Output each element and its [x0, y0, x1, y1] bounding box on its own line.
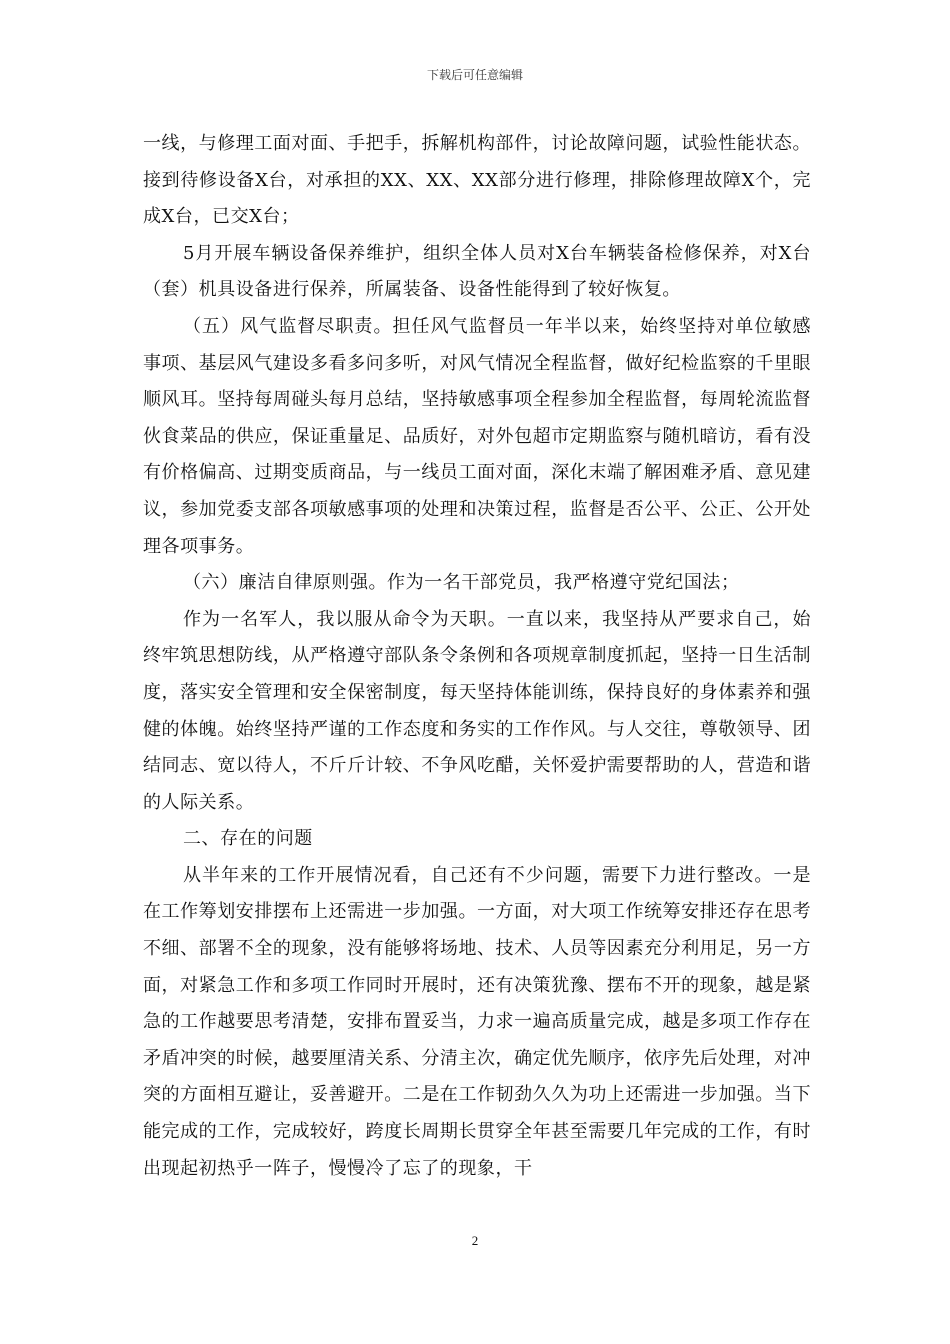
page-number: 2: [471, 1233, 479, 1248]
paragraph-section-five: （五）风气监督尽职责。担任风气监督员一年半以来，始终坚持对单位敏感事项、基层风气建设多看多问多听，对风气情况全程监督，做好纪检监察的千里眼顺风耳。坚持每周碰头每月总结，坚持敏感事项全程参加全程监督，每周轮流监督伙食菜品的供应，保证重量足、品质好，对外包超市定期监察与随机暗访，看有没有价格偏高、过期变质商品，与一线员工面对面，深化末端了解困难矛盾、意见建议，参加党委支部各项敏感事项的处理和决策过程，监督是否公平、公正、公开处理各项事务。: [143, 315, 811, 557]
page-header: 下载后可任意编辑: [426, 68, 523, 82]
paragraph-continuation: 一线，与修理工面对面、手把手，拆解机构部件，讨论故障问题，试验性能状态。接到待修设备X台，对承担的XX、XX、XX部分进行修理，排除修理故障X个，完成X台，已交X台；: [143, 133, 811, 228]
paragraph-problems: 从半年来的工作开展情况看，自己还有不少问题，需要下力进行整改。一是在工作筹划安排摆布上还需进一步加强。一方面，对大项工作统筹安排还存在思考不细、部署不全的现象，没有能够将场地、技术、人员等因素充分利用足，另一方面，对紧急工作和多项工作同时开展时，还有决策犹豫、摆布不开的现象，越是紧急的工作越要思考清楚，安排布置妥当，力求一遍高质量完成，越是多项工作存在矛盾冲突的时候，越要厘清关系、分清主次，确定优先顺序，依序先后处理，对冲突的方面相互避让，妥善避开。二是在工作韧劲久久为功上还需进一步加强。当下能完成的工作，完成较好，跨度长周期长贯穿全年甚至需要几年完成的工作，有时出现起初热乎一阵子，慢慢冷了忘了的现象，干: [143, 864, 811, 1179]
paragraph-maintenance: 5月开展车辆设备保养维护，组织全体人员对X台车辆装备检修保养，对X台（套）机具设备进行保养，所属装备、设备性能得到了较好恢复。: [143, 242, 811, 301]
paragraph-soldier-conduct: 作为一名军人，我以服从命令为天职。一直以来，我坚持从严要求自己，始终牢筑思想防线，从严格遵守部队条令条例和各项规章制度抓起，坚持一日生活制度，落实安全管理和安全保密制度，每天坚持体能训练，保持良好的身体素养和强健的体魄。始终坚持严谨的工作态度和务实的工作作风。与人交往，尊敬领导、团结同志、宽以待人，不斤斤计较、不争风吃醋，关怀爱护需要帮助的人，营造和谐的人际关系。: [143, 608, 811, 813]
section-heading-problems: 二、存在的问题: [183, 828, 313, 850]
paragraph-section-six: （六）廉洁自律原则强。作为一名干部党员，我严格遵守党纪国法；: [183, 572, 740, 594]
document-body: [143, 126, 811, 1187]
